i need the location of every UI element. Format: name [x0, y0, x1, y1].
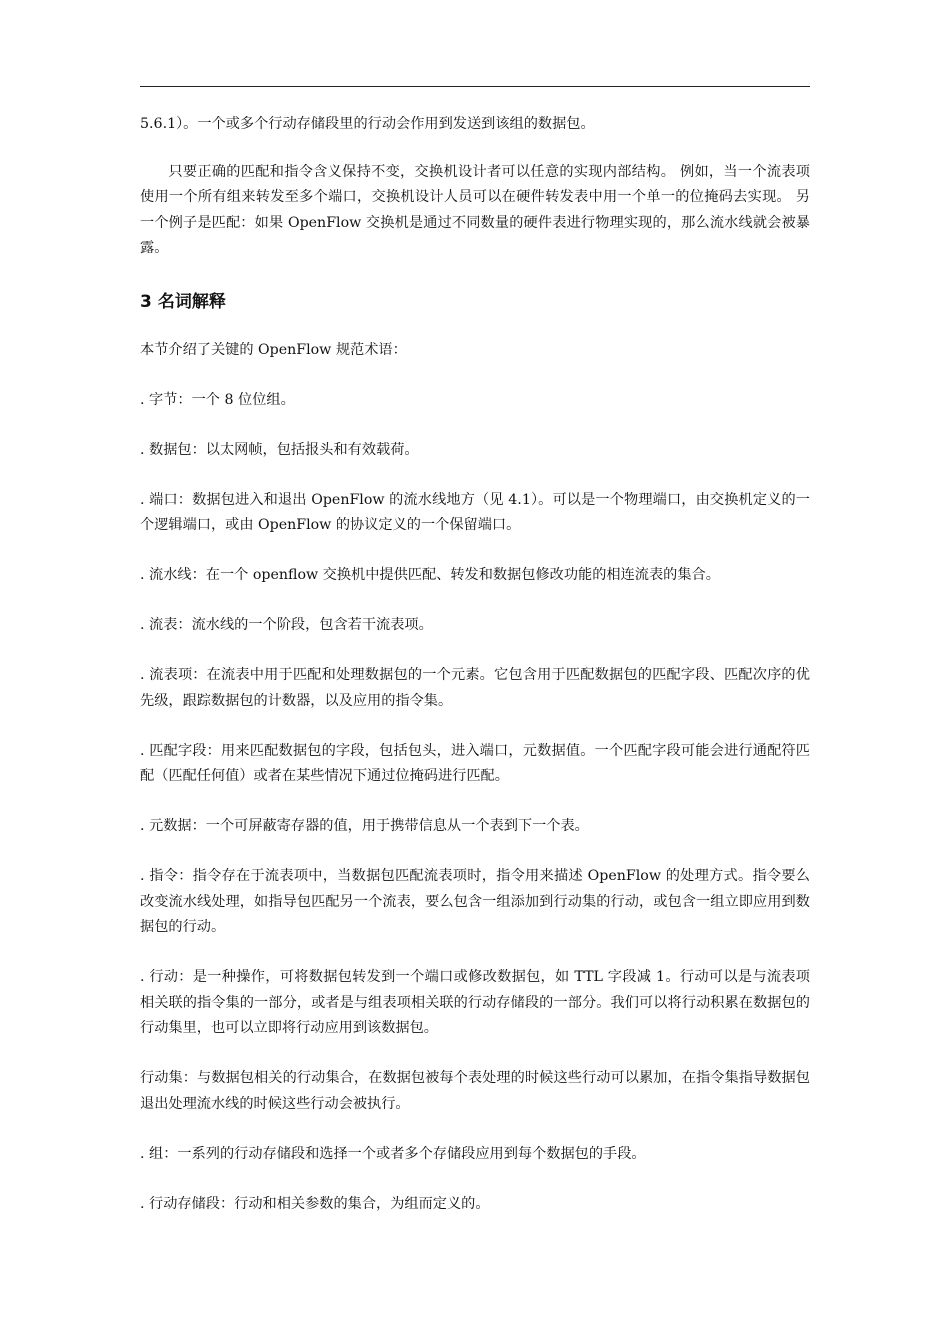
- term-action-set: 行动集：与数据包相关的行动集合，在数据包被每个表处理的时候这些行动可以累加，在指令集指导数据包退出处理流水线的时候这些行动会被执行。: [140, 1070, 810, 1112]
- term-group: . 组：一系列的行动存储段和选择一个或者多个存储段应用到每个数据包的手段。: [140, 1145, 646, 1162]
- term-instruction: . 指令：指令存在于流表项中，当数据包匹配流表项时，指令用来描述 OpenFlow 的处理方式。指令要么改变流水线处理，如指导包匹配另一个流表，要么包含一组添加到行动集的行动，或包含一组立即应用到数据包的行动。: [140, 868, 810, 935]
- term-action: . 行动：是一种操作，可将数据包转发到一个端口或修改数据包，如 TTL 字段减 1。行动可以是与流表项相关联的指令集的一部分，或者是与组表项相关联的行动存储段的一部分。我们可以将行动积累在数据包的行动集里，也可以立即将行动应用到该数据包。: [140, 969, 810, 1036]
- section-number: 3: [140, 291, 152, 312]
- section-title: 名词解释: [157, 291, 226, 312]
- term-port: . 端口：数据包进入和退出 OpenFlow 的流水线地方（见 4.1）。可以是一个物理端口，由交换机定义的一个逻辑端口，或由 OpenFlow 的协议定义的一个保留端口。: [140, 491, 810, 533]
- term-flow-entry: . 流表项：在流表中用于匹配和处理数据包的一个元素。它包含用于匹配数据包的匹配字段、匹配次序的优先级，跟踪数据包的计数器，以及应用的指令集。: [140, 667, 810, 709]
- term-action-bucket: . 行动存储段：行动和相关参数的集合，为组而定义的。: [140, 1195, 490, 1212]
- header-rule: [140, 86, 810, 87]
- document-body: [140, 112, 810, 1217]
- term-metadata: . 元数据：一个可屏蔽寄存器的值，用于携带信息从一个表到下一个表。: [140, 818, 589, 834]
- continuation-paragraph: 5.6.1）。一个或多个行动存储段里的行动会作用到发送到该组的数据包。: [140, 116, 595, 132]
- term-packet: . 数据包：以太网帧，包括报头和有效载荷。: [140, 441, 419, 458]
- design-paragraph: 只要正确的匹配和指令含义保持不变，交换机设计者可以任意的实现内部结构。 例如，当一个流表项使用一个所有组来转发至多个端口，交换机设计人员可以在硬件转发表中用一个单一的位掩码去实现。 另一个例子是匹配：如果 OpenFlow 交换机是通过不同数量的硬件表进行物理实现的，那么流水线就会被暴露。: [140, 163, 810, 256]
- term-byte: . 字节：一个 8 位位组。: [140, 391, 295, 408]
- term-pipeline: . 流水线：在一个 openflow 交换机中提供匹配、转发和数据包修改功能的相连流表的集合。: [140, 567, 720, 583]
- term-match-field: . 匹配字段：用来匹配数据包的字段，包括包头，进入端口，元数据值。一个匹配字段可能会进行通配符匹配（匹配任何值）或者在某些情况下通过位掩码进行匹配。: [140, 742, 810, 784]
- section-heading: [140, 289, 810, 315]
- section-intro: 本节介绍了关键的 OpenFlow 规范术语：: [140, 341, 407, 358]
- term-flow-table: . 流表：流水线的一个阶段，包含若干流表项。: [140, 617, 433, 633]
